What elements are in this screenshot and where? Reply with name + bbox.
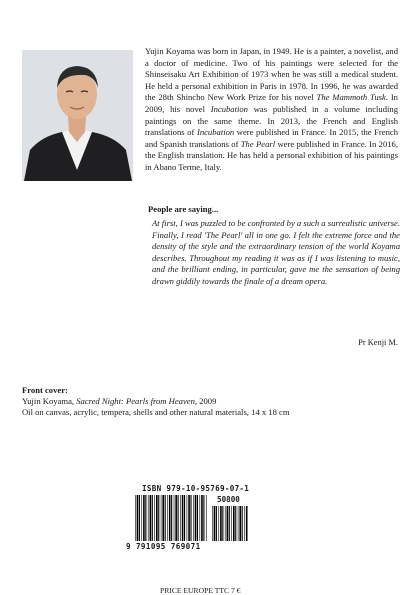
isbn-label: ISBN 979-10-95769-07-1 — [142, 484, 250, 493]
barcode-bars-main — [135, 495, 207, 541]
review-author: Pr Kenji M. — [358, 338, 398, 347]
bio-text-5: were published in France. In 2016, the English translation. He has held a personal exhibition of his paintings in Abano Terme, Italy. — [145, 138, 398, 172]
front-cover-artist: Yujin Koyama, — [22, 396, 77, 406]
front-cover-medium: Oil on canvas, acrylic, tempera, shells and other natural materials, 14 x 18 cm — [22, 407, 290, 417]
author-portrait-image — [22, 50, 133, 181]
barcode — [118, 484, 248, 574]
bio-text-4: were published in France. In 2015, the French and Spanish translations of — [145, 127, 399, 149]
reviews-heading: People are saying... — [148, 204, 219, 214]
bio-title-mammoth-tusk: The Mammoth Tusk — [316, 92, 386, 103]
bio-text-2: . In 2009, his novel — [145, 92, 398, 114]
barcode-addon-number: 50800 — [217, 495, 240, 504]
front-cover-year: , 2009 — [194, 396, 217, 406]
author-biography — [145, 46, 398, 174]
review-quote: At first, I was puzzled to be confronted by a such a surrealistic universe. Finally, I read 'The Pearl' all in one go. I felt the extreme force and the density of the style and the extraordinary tension of the world Koyama describes. Throughout my reading it was as if I was listening to music, and the brilliant ending, in particular, gave me the sensation of being drawn giddily towards the finale of a dream opera. — [152, 218, 400, 286]
bio-text-1: Yujin Koyama was born in Japan, in 1949. He is a painter, a novelist, and a doctor of medicine. Two of his paintings were selected for the Shinseisaku Art Exhibition of 1973 when he was still a medical student. He held a personal exhibition in Paris in 1978. In 1996, he was awarded the 28th Shincho New Work Prize for his novel — [145, 46, 398, 103]
price-label: PRICE EUROPE TTC 7 € — [160, 586, 241, 595]
bio-title-incubation: Incubation — [210, 103, 248, 114]
barcode-bars-addon — [212, 506, 248, 541]
front-cover-credit — [22, 396, 216, 406]
bio-title-the-pearl: The Pearl — [240, 138, 276, 149]
bio-title-incubation-2: Incubation — [196, 127, 235, 138]
front-cover-artwork-title: Sacred Night: Pearls from Heaven — [76, 396, 195, 406]
bio-text-3: was published in a volume including paintings on the same theme. In 2013, the French and English translations of — [145, 103, 398, 138]
author-photo — [22, 50, 133, 181]
front-cover-heading: Front cover: — [22, 385, 68, 395]
ean-number: 9 791095 769071 — [126, 542, 201, 551]
